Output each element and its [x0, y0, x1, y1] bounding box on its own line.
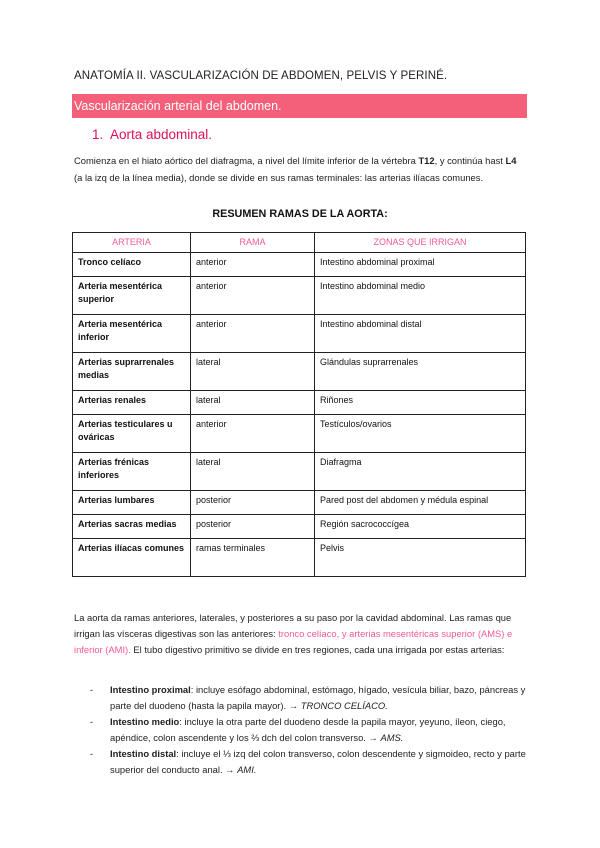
branch-cell: anterior	[191, 277, 315, 315]
branch-cell: anterior	[191, 315, 315, 353]
branch-cell: posterior	[191, 491, 315, 515]
zone-cell: Intestino abdominal medio	[315, 277, 526, 315]
region-artery: TRONCO CELÍACO.	[300, 700, 388, 711]
table-row	[73, 315, 526, 353]
column-header-branch: RAMA	[191, 233, 315, 253]
table-row	[73, 415, 526, 453]
page-title: ANATOMÍA II. VASCULARIZACIÓN DE ABDOMEN, PELVIS Y PERINÉ.	[74, 70, 448, 82]
list-dash: -	[90, 748, 94, 759]
artery-cell: Arterias sacras medias	[73, 515, 191, 539]
region-text: : incluye esófago abdominal, estómago, hígado, vesícula biliar, bazo, páncreas y parte del duodeno (hasta la papila mayor). →	[110, 684, 526, 711]
artery-cell: Arteria mesentérica superior	[73, 277, 191, 315]
table-header-row	[73, 233, 526, 253]
branch-cell: anterior	[191, 253, 315, 277]
zone-cell: Riñones	[315, 391, 526, 415]
table-row	[73, 277, 526, 315]
column-header-artery: ARTERIA	[73, 233, 191, 253]
table-row	[73, 491, 526, 515]
branch-cell: posterior	[191, 515, 315, 539]
intro-text: (a la izq de la línea media), donde se divide en sus ramas terminales: las arterias ilíacas comunes.	[74, 172, 484, 183]
artery-cell: Arteria mesentérica inferior	[73, 315, 191, 353]
table-row	[73, 453, 526, 491]
table-row	[73, 353, 526, 391]
intro-text: Comienza en el hiato aórtico del diafragma, a nivel del límite inferior de la vértebra	[74, 155, 419, 166]
section-banner: Vascularización arterial del abdomen.	[72, 94, 527, 118]
region-artery: AMS.	[380, 732, 404, 743]
column-header-zones: ZONAS QUE IRRIGAN	[315, 233, 526, 253]
branch-cell: lateral	[191, 453, 315, 491]
digestive-regions-list	[74, 682, 532, 778]
body-paragraph	[74, 610, 532, 658]
list-item	[74, 746, 532, 778]
aorta-branches-table	[72, 232, 526, 577]
artery-cell: Arterias ilíacas comunes	[73, 539, 191, 577]
artery-cell: Arterias frénicas inferiores	[73, 453, 191, 491]
intro-l4: L4	[505, 155, 517, 166]
paragraph-text: La aorta da ramas anteriores, laterales, y posteriores a su paso por la cavidad abdominal. Las ramas que irrigan las vísceras digestivas son las anteriores:	[74, 612, 512, 639]
artery-cell: Arterias testiculares u ováricas	[73, 415, 191, 453]
table-title: RESUMEN RAMAS DE LA AORTA:	[212, 208, 388, 220]
zone-cell: Intestino abdominal proximal	[315, 253, 526, 277]
zone-cell: Testículos/ovarios	[315, 415, 526, 453]
branch-cell: lateral	[191, 353, 315, 391]
artery-cell: Arterias lumbares	[73, 491, 191, 515]
region-name: Intestino distal	[110, 748, 177, 759]
branch-cell: lateral	[191, 391, 315, 415]
artery-cell: Tronco celíaco	[73, 253, 191, 277]
intro-paragraph	[74, 152, 526, 186]
zone-cell: Diafragma	[315, 453, 526, 491]
highlighted-text: tronco celíaco, y arterias mesentéricas superior (AMS) e inferior (AMI).	[74, 628, 513, 655]
region-artery: AMI.	[237, 764, 257, 775]
table-row	[73, 515, 526, 539]
branch-cell: anterior	[191, 415, 315, 453]
zone-cell: Intestino abdominal distal	[315, 315, 526, 353]
paragraph-text: El tubo digestivo primitivo se divide en tres regiones, cada una irrigada por estas arterias:	[130, 644, 505, 655]
list-item	[74, 682, 532, 714]
zone-cell: Pelvis	[315, 539, 526, 577]
artery-cell: Arterias suprarrenales medias	[73, 353, 191, 391]
intro-text: , y continúa hast	[434, 155, 506, 166]
zone-cell: Región sacrococcígea	[315, 515, 526, 539]
table-row	[73, 539, 526, 577]
subsection-number: 1.	[92, 127, 104, 142]
region-text: : incluye el ⅓ izq del colon transverso, colon descendente y sigmoideo, recto y parte superior del conducto anal. →	[110, 748, 526, 775]
zone-cell: Pared post del abdomen y médula espinal	[315, 491, 526, 515]
region-text: : incluye la otra parte del duodeno desde la papila mayor, yeyuno, íleon, ciego, apéndice, colon ascendente y los ⅔ dch del colon transverso. →	[110, 716, 506, 743]
subsection-heading	[92, 127, 212, 142]
artery-cell: Arterias renales	[73, 391, 191, 415]
region-name: Intestino medio	[110, 716, 180, 727]
list-dash: -	[90, 716, 94, 727]
table-row	[73, 253, 526, 277]
branch-cell: ramas terminales	[191, 539, 315, 577]
table-row	[73, 391, 526, 415]
zone-cell: Glándulas suprarrenales	[315, 353, 526, 391]
list-dash: -	[90, 684, 94, 695]
region-name: Intestino proximal	[110, 684, 191, 695]
list-item	[74, 714, 532, 746]
intro-t12: T12	[418, 155, 435, 166]
subsection-title: Aorta abdominal.	[110, 127, 213, 142]
